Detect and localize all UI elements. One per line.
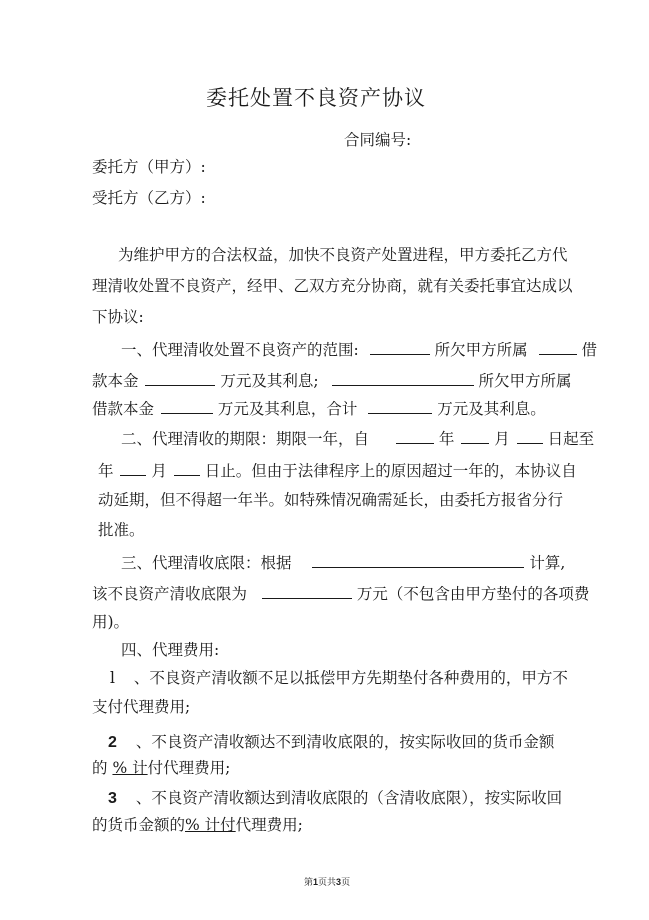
- section1-text: 万元及其利息;: [220, 372, 319, 390]
- section2-text: 月: [494, 430, 510, 448]
- section4-heading: 四、代理费用:: [121, 641, 220, 659]
- section3-heading: 三、代理清收底限：根据: [121, 554, 292, 572]
- item-text: 的: [92, 759, 108, 777]
- section2-line-3: 动延期，但不得超一年半。如特殊情况确需延长，由委托方报省分行: [98, 491, 564, 509]
- section4-item-2-line-2: [92, 758, 230, 778]
- section2-text: 月: [151, 462, 167, 480]
- intro-line-3: 下协议:: [92, 308, 144, 326]
- page-footer: [304, 872, 350, 892]
- item-text: 、不良资产清收额达到清收底限的（含清收底限），按实际收回: [135, 789, 563, 807]
- section1-line-1: [121, 339, 597, 360]
- section4-item-3-line-2: [92, 815, 303, 835]
- section3-text: 该不良资产清收底限为: [92, 585, 248, 603]
- section2-heading: 二、代理清收的期限：期限一年，自: [121, 430, 370, 448]
- blank-field[interactable]: [461, 428, 489, 444]
- section2-text: 年: [98, 462, 114, 480]
- intro-line-2: 理清收处置不良资产，经甲、乙双方充分协商，就有关委托事宜达成以: [92, 277, 573, 295]
- section3-line-1: [121, 552, 565, 573]
- section2-line-1: [121, 428, 594, 449]
- section2-text: 日起至: [547, 430, 595, 448]
- blank-field[interactable]: [368, 398, 432, 414]
- section1-text: 所欠甲方所属: [478, 372, 572, 390]
- blank-field[interactable]: [312, 552, 524, 568]
- blank-field[interactable]: [517, 428, 543, 444]
- total-page-count: 3: [336, 877, 342, 887]
- section4-item-1-line-1: [110, 668, 568, 688]
- section1-text: 借: [581, 341, 598, 359]
- blank-field[interactable]: [370, 339, 430, 355]
- percentage-field[interactable]: % 计: [112, 759, 148, 777]
- item-text: 付代理费用;: [147, 759, 231, 777]
- section1-text: 万元及其利息，合计: [217, 400, 358, 418]
- section1-heading: 一、代理清收处置不良资产的范围:: [121, 341, 359, 359]
- footer-text: 第: [304, 877, 314, 887]
- blank-field[interactable]: [161, 398, 213, 414]
- section3-text: 万元（不包含由甲方垫付的各项费: [356, 585, 590, 603]
- section1-text: 所欠甲方所属: [434, 341, 528, 359]
- item-text: 的货币金额的: [92, 816, 186, 834]
- party-a-label: 委托方（甲方）:: [92, 158, 206, 176]
- percentage-field[interactable]: % 计付: [185, 816, 236, 834]
- section3-text: 计算,: [529, 554, 566, 572]
- item-text: 、不良资产清收额达不到清收底限的，按实际收回的货币金额: [135, 733, 555, 751]
- item-number: 2: [108, 734, 117, 751]
- item-number: 3: [108, 790, 117, 807]
- current-page-number: 1: [313, 877, 319, 887]
- section1-line-2: [92, 370, 572, 391]
- footer-text: 页共: [318, 877, 337, 887]
- blank-field[interactable]: [539, 339, 577, 355]
- item-text: 、不良资产清收额不足以抵偿甲方先期垫付各种费用的，甲方不: [133, 669, 568, 687]
- section4-item-3-line-1: [108, 788, 562, 809]
- section2-line-4: 批准。: [98, 521, 145, 539]
- blank-field[interactable]: [396, 428, 434, 444]
- item-number: l: [110, 669, 115, 687]
- section2-line-2: [98, 460, 577, 481]
- blank-field[interactable]: [174, 460, 200, 476]
- item-text: 代理费用;: [235, 816, 303, 834]
- section4-item-1-line-2: 支付代理费用;: [92, 698, 191, 716]
- section1-text: 借款本金: [92, 400, 155, 418]
- section4-item-2-line-1: [108, 732, 554, 753]
- section2-text: 日止。但由于法律程序上的原因超过一年的，本协议自: [204, 462, 577, 480]
- contract-number-label: 合同编号:: [344, 131, 412, 149]
- footer-text: 页: [341, 877, 351, 887]
- section1-text: 款本金: [92, 372, 139, 390]
- section3-line-2: [92, 583, 589, 604]
- section2-text: 年: [438, 430, 455, 448]
- party-b-label: 受托方（乙方）:: [92, 189, 206, 207]
- section1-text: 万元及其利息。: [437, 400, 546, 418]
- document-title: 委托处置不良资产协议: [206, 86, 426, 110]
- blank-field[interactable]: [145, 370, 215, 386]
- blank-field[interactable]: [262, 583, 352, 599]
- intro-line-1: 为维护甲方的合法权益，加快不良资产处置进程，甲方委托乙方代: [118, 246, 568, 264]
- blank-field[interactable]: [120, 460, 146, 476]
- section3-line-3: 用)。: [92, 613, 130, 631]
- blank-field[interactable]: [332, 370, 474, 386]
- section1-line-3: [92, 398, 546, 419]
